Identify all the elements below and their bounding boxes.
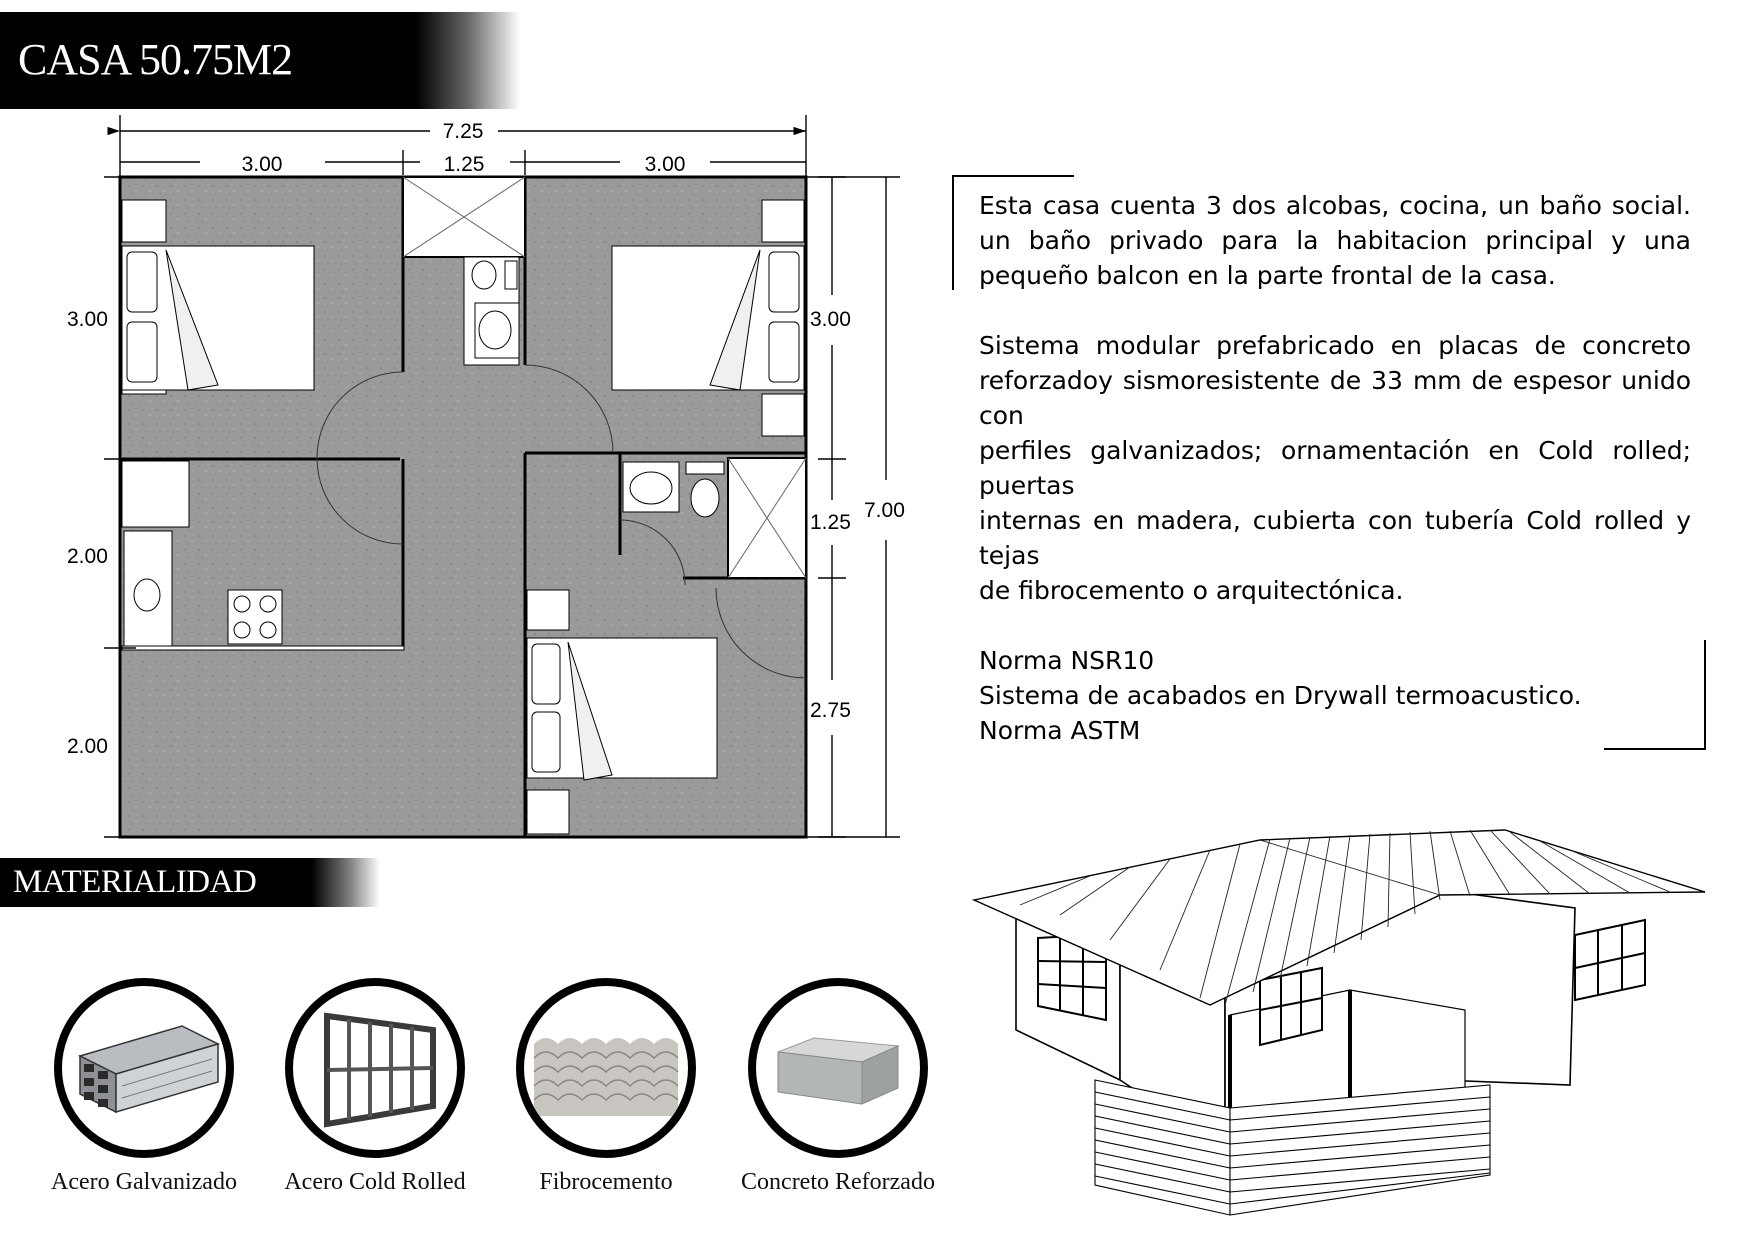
- system-line: de fibrocemento o arquitectónica.: [979, 576, 1404, 605]
- material-label: Acero Cold Rolled: [284, 1169, 466, 1195]
- cold-rolled-frame-icon: [285, 978, 465, 1158]
- dim-seg-mid: 1.25: [443, 153, 485, 176]
- dim-total-width: 7.25: [442, 120, 484, 143]
- material-label: Acero Galvanizado: [51, 1169, 237, 1195]
- materials-heading: MATERIALIDAD: [13, 864, 257, 900]
- dim-seg-left: 3.00: [241, 153, 283, 176]
- dim-left-mid: 2.00: [67, 545, 108, 568]
- page-title: CASA 50.75M2: [18, 35, 293, 84]
- material-item: [255, 978, 495, 1196]
- floor-plan: [0, 0, 960, 860]
- fiber-cement-sheet-icon: [516, 978, 696, 1158]
- concrete-block-icon: [748, 978, 928, 1158]
- house-3d-sketch: [970, 820, 1710, 1240]
- system-line: perfiles galvanizados; ornamentación en Cold rolled; puertas: [979, 436, 1691, 500]
- material-item: [718, 978, 958, 1196]
- material-item: [24, 978, 264, 1196]
- dim-right-mid: 1.25: [810, 511, 851, 534]
- description-intro: Esta casa cuenta 3 dos alcobas, cocina, un baño social. un baño privado para la habitacion principal y una pequeño balcon en la parte frontal de la casa.: [979, 191, 1691, 290]
- dim-seg-right: 3.00: [644, 153, 686, 176]
- materials-banner: [0, 858, 380, 907]
- steel-profiles-icon: [54, 978, 234, 1158]
- norm-line: Norma ASTM: [979, 716, 1141, 745]
- system-line: internas en madera, cubierta con tubería Cold rolled y tejas: [979, 506, 1691, 570]
- dim-right-bot: 2.75: [810, 699, 851, 722]
- material-label: Concreto Reforzado: [741, 1169, 935, 1195]
- system-line: Sistema modular prefabricado en placas de concreto reforzadoy sismoresistente de 33 mm de espesor unido con: [979, 331, 1691, 430]
- dim-left-top: 3.00: [67, 308, 108, 331]
- dim-total-height: 7.00: [864, 499, 905, 522]
- dim-left-bot: 2.00: [67, 735, 108, 758]
- norm-line: Norma NSR10: [979, 646, 1155, 675]
- description-block: [979, 188, 1691, 748]
- material-item: [486, 978, 726, 1196]
- norm-line: Sistema de acabados en Drywall termoacustico.: [979, 681, 1582, 710]
- material-label: Fibrocemento: [539, 1169, 673, 1195]
- dim-right-top: 3.00: [810, 308, 851, 331]
